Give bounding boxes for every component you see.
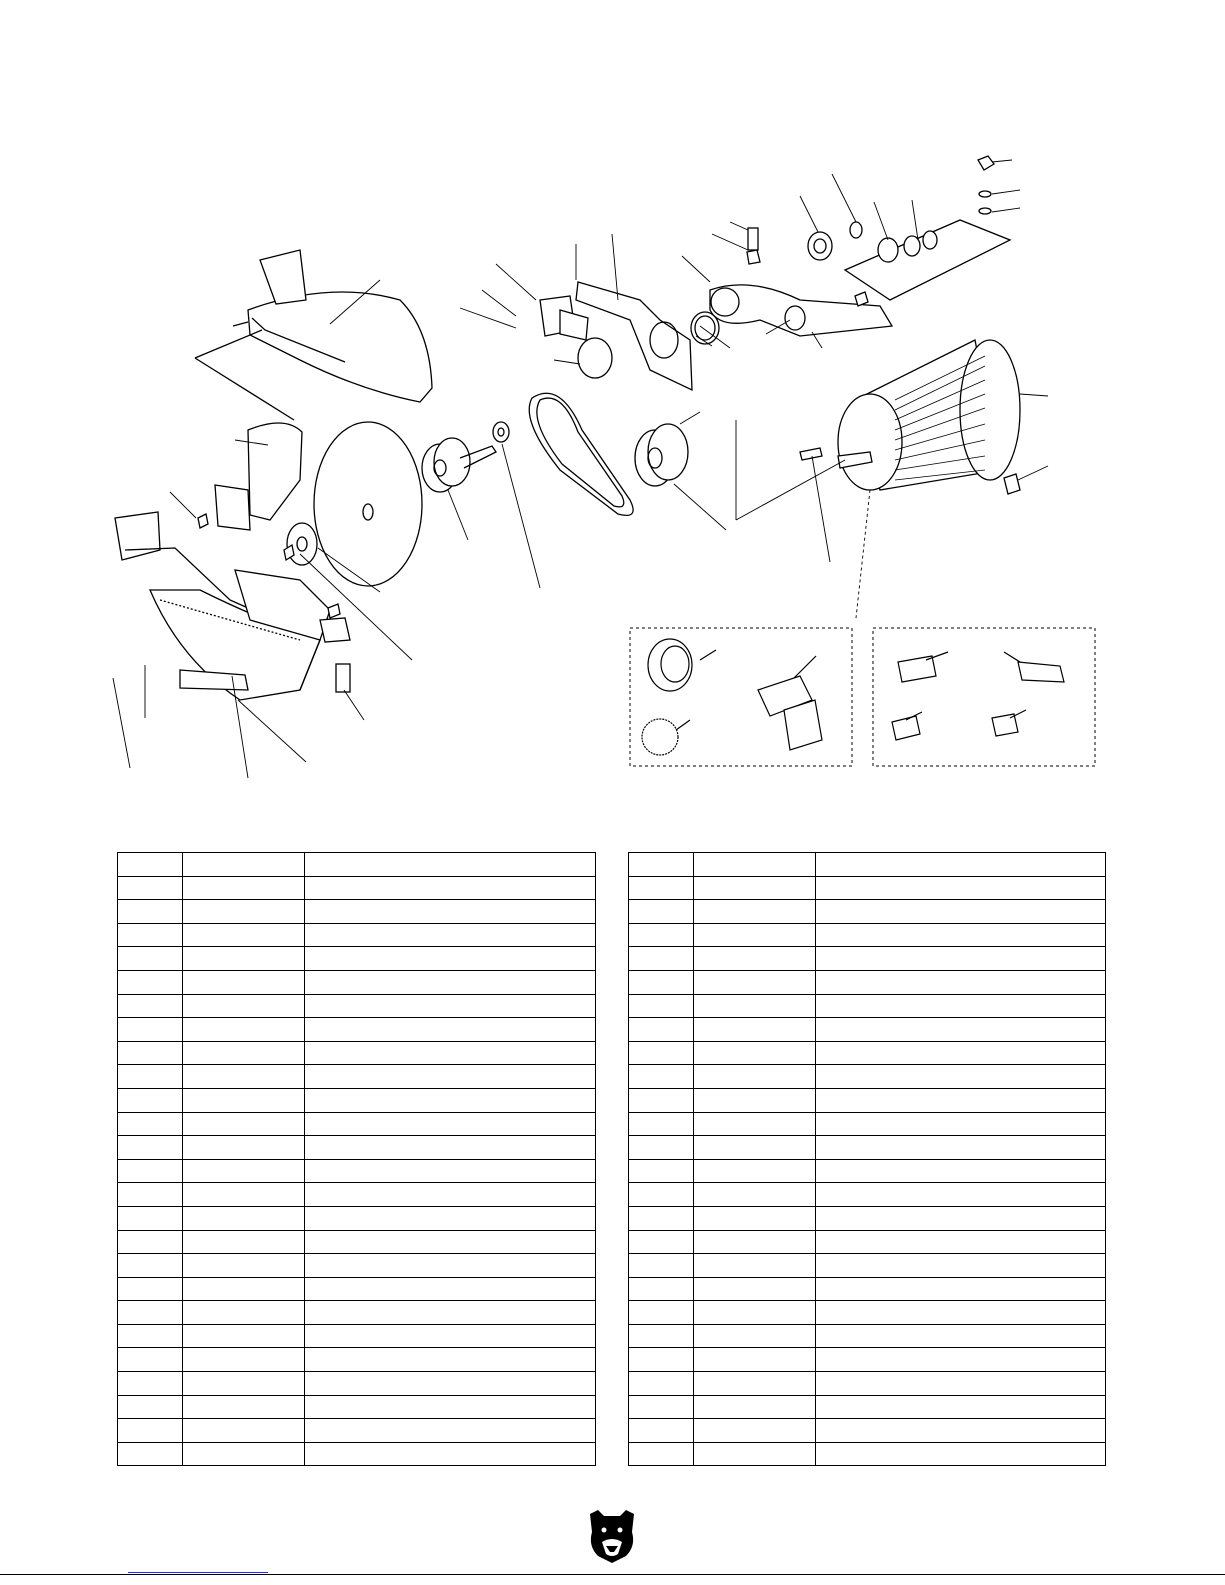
description-cell: [816, 1065, 1106, 1089]
ref-cell: [629, 1419, 694, 1443]
ref-cell: [629, 853, 694, 877]
description-cell: [816, 1254, 1106, 1278]
description-cell: [816, 1159, 1106, 1183]
table-row: [118, 1088, 596, 1112]
part-number-cell: [183, 1301, 305, 1325]
description-cell: [305, 1136, 596, 1160]
ref-cell: [629, 1442, 694, 1466]
ref-cell: [629, 1112, 694, 1136]
table-row: [118, 1419, 596, 1443]
part-number-cell: [183, 994, 305, 1018]
part-number-cell: [694, 1018, 816, 1042]
table-row: [118, 1065, 596, 1089]
table-row: [118, 1254, 596, 1278]
table-row: [629, 1372, 1106, 1396]
part-number-cell: [183, 1324, 305, 1348]
table-row: [629, 970, 1106, 994]
description-cell: [816, 1348, 1106, 1372]
ref-cell: [118, 1018, 183, 1042]
part-number-cell: [183, 1065, 305, 1089]
part-number-cell: [183, 1419, 305, 1443]
ref-cell: [629, 1372, 694, 1396]
table-row: [629, 1041, 1106, 1065]
part-number-cell: [694, 1442, 816, 1466]
ref-cell: [629, 970, 694, 994]
description-cell: [305, 1088, 596, 1112]
ref-cell: [118, 1419, 183, 1443]
ref-cell: [629, 994, 694, 1018]
description-cell: [305, 1419, 596, 1443]
bear-head-logo-icon: [584, 1506, 640, 1564]
ref-cell: [629, 1254, 694, 1278]
table-row: [629, 1348, 1106, 1372]
ref-cell: [629, 1088, 694, 1112]
table-row: [629, 876, 1106, 900]
part-number-cell: [694, 900, 816, 924]
table-row: [118, 1395, 596, 1419]
ref-cell: [118, 1348, 183, 1372]
description-cell: [816, 1136, 1106, 1160]
description-cell: [816, 1230, 1106, 1254]
electric-motor: [800, 340, 1020, 494]
ref-cell: [629, 923, 694, 947]
ref-cell: [118, 923, 183, 947]
table-row: [118, 994, 596, 1018]
ref-cell: [629, 876, 694, 900]
description-cell: [305, 853, 596, 877]
ref-cell: [629, 1277, 694, 1301]
table-row: [118, 1041, 596, 1065]
ref-cell: [629, 1018, 694, 1042]
ref-cell: [118, 876, 183, 900]
ref-cell: [118, 900, 183, 924]
description-cell: [816, 1088, 1106, 1112]
table-row: [629, 1159, 1106, 1183]
ref-cell: [629, 1206, 694, 1230]
table-row: [629, 853, 1106, 877]
ref-cell: [118, 947, 183, 971]
lower-guard-housing: [115, 423, 350, 700]
part-number-cell: [183, 970, 305, 994]
description-cell: [816, 1041, 1106, 1065]
description-cell: [816, 1442, 1106, 1466]
description-cell: [816, 923, 1106, 947]
table-row: [118, 1183, 596, 1207]
description-cell: [816, 1277, 1106, 1301]
part-number-cell: [694, 1324, 816, 1348]
ref-cell: [118, 1277, 183, 1301]
ref-cell: [118, 1136, 183, 1160]
part-number-cell: [183, 1206, 305, 1230]
table-row: [629, 1230, 1106, 1254]
table-row: [118, 1136, 596, 1160]
description-cell: [816, 970, 1106, 994]
footer-rule: [0, 1574, 1225, 1575]
part-number-cell: [694, 1419, 816, 1443]
part-number-cell: [183, 853, 305, 877]
description-cell: [816, 1372, 1106, 1396]
ref-cell: [629, 1159, 694, 1183]
table-row: [629, 1206, 1106, 1230]
table-row: [629, 1018, 1106, 1042]
description-cell: [816, 1018, 1106, 1042]
table-row: [118, 1324, 596, 1348]
part-number-cell: [183, 1348, 305, 1372]
inset-box-capacitors: [873, 628, 1095, 766]
part-number-cell: [183, 1277, 305, 1301]
ref-cell: [629, 1395, 694, 1419]
description-cell: [305, 1372, 596, 1396]
description-cell: [816, 853, 1106, 877]
part-number-cell: [183, 947, 305, 971]
table-row: [118, 1372, 596, 1396]
description-cell: [816, 1324, 1106, 1348]
part-number-cell: [694, 1348, 816, 1372]
part-number-cell: [183, 1112, 305, 1136]
ref-cell: [118, 1112, 183, 1136]
table-row: [118, 876, 596, 900]
description-cell: [816, 1183, 1106, 1207]
part-number-cell: [183, 1372, 305, 1396]
table-row: [118, 1301, 596, 1325]
ref-cell: [118, 1395, 183, 1419]
table-row: [629, 1065, 1106, 1089]
part-number-cell: [694, 994, 816, 1018]
table-row: [629, 1088, 1106, 1112]
mounting-brackets: [540, 282, 719, 390]
table-row: [629, 1442, 1106, 1466]
description-cell: [305, 994, 596, 1018]
description-cell: [305, 1018, 596, 1042]
ref-cell: [118, 1065, 183, 1089]
parts-table-right: [628, 852, 1106, 1466]
description-cell: [305, 1348, 596, 1372]
part-number-cell: [694, 1277, 816, 1301]
part-number-cell: [694, 876, 816, 900]
ref-cell: [118, 1254, 183, 1278]
part-number-cell: [694, 1183, 816, 1207]
description-cell: [816, 876, 1106, 900]
ref-cell: [629, 1136, 694, 1160]
footer-link[interactable]: [128, 1572, 268, 1573]
part-number-cell: [694, 1041, 816, 1065]
ref-cell: [629, 1041, 694, 1065]
description-cell: [305, 1442, 596, 1466]
part-number-cell: [694, 1206, 816, 1230]
part-number-cell: [694, 947, 816, 971]
motor-pulley: [635, 424, 688, 486]
description-cell: [305, 947, 596, 971]
ref-cell: [629, 1301, 694, 1325]
description-cell: [816, 1206, 1106, 1230]
ref-cell: [118, 1442, 183, 1466]
ref-cell: [118, 1372, 183, 1396]
description-cell: [305, 1254, 596, 1278]
table-row: [629, 923, 1106, 947]
description-cell: [305, 1183, 596, 1207]
table-row: [118, 1348, 596, 1372]
table-row: [629, 1324, 1106, 1348]
part-number-cell: [694, 923, 816, 947]
description-cell: [305, 1395, 596, 1419]
table-row: [118, 1442, 596, 1466]
part-number-cell: [183, 900, 305, 924]
table-row: [629, 947, 1106, 971]
description-cell: [305, 1277, 596, 1301]
ref-cell: [118, 1183, 183, 1207]
arbor-assembly: [422, 422, 509, 492]
table-row: [118, 853, 596, 877]
part-number-cell: [183, 1159, 305, 1183]
ref-cell: [629, 1230, 694, 1254]
description-cell: [816, 1112, 1106, 1136]
ref-cell: [629, 1324, 694, 1348]
description-cell: [816, 1419, 1106, 1443]
part-number-cell: [183, 1230, 305, 1254]
description-cell: [305, 1159, 596, 1183]
ref-cell: [118, 1041, 183, 1065]
table-row: [118, 1112, 596, 1136]
description-cell: [305, 1065, 596, 1089]
ref-cell: [629, 1183, 694, 1207]
description-cell: [305, 1206, 596, 1230]
part-number-cell: [183, 1254, 305, 1278]
part-number-cell: [694, 1301, 816, 1325]
part-number-cell: [694, 1159, 816, 1183]
description-cell: [816, 1395, 1106, 1419]
part-number-cell: [183, 1041, 305, 1065]
table-row: [629, 1419, 1106, 1443]
part-number-cell: [694, 1372, 816, 1396]
ref-cell: [629, 947, 694, 971]
table-row: [118, 1206, 596, 1230]
description-cell: [305, 1112, 596, 1136]
description-cell: [305, 923, 596, 947]
description-cell: [305, 900, 596, 924]
part-number-cell: [694, 1065, 816, 1089]
saw-blade: [314, 422, 422, 586]
table-row: [629, 1254, 1106, 1278]
table-row: [118, 1230, 596, 1254]
part-number-cell: [694, 1136, 816, 1160]
table-row: [629, 1277, 1106, 1301]
part-number-cell: [183, 923, 305, 947]
ref-cell: [629, 900, 694, 924]
description-cell: [305, 1041, 596, 1065]
part-number-cell: [694, 1230, 816, 1254]
part-number-cell: [694, 1088, 816, 1112]
ref-cell: [118, 994, 183, 1018]
description-cell: [816, 1301, 1106, 1325]
ref-cell: [118, 1301, 183, 1325]
table-row: [118, 923, 596, 947]
ref-cell: [629, 1348, 694, 1372]
ref-cell: [118, 970, 183, 994]
table-row: [118, 900, 596, 924]
part-number-cell: [694, 970, 816, 994]
table-row: [118, 1277, 596, 1301]
description-cell: [305, 1301, 596, 1325]
table-row: [118, 1159, 596, 1183]
ref-cell: [118, 1088, 183, 1112]
table-row: [629, 900, 1106, 924]
table-row: [629, 1395, 1106, 1419]
table-row: [118, 947, 596, 971]
part-number-cell: [694, 1112, 816, 1136]
ref-cell: [118, 853, 183, 877]
part-number-cell: [183, 1183, 305, 1207]
description-cell: [305, 1324, 596, 1348]
parts-table-left: [117, 852, 596, 1466]
part-number-cell: [694, 853, 816, 877]
ref-cell: [118, 1159, 183, 1183]
table-row: [629, 1136, 1106, 1160]
part-number-cell: [694, 1395, 816, 1419]
upper-blade-guard: [195, 250, 432, 420]
description-cell: [816, 994, 1106, 1018]
table-row: [118, 1018, 596, 1042]
part-number-cell: [183, 1136, 305, 1160]
part-number-cell: [694, 1254, 816, 1278]
table-row: [629, 1112, 1106, 1136]
ref-cell: [118, 1230, 183, 1254]
part-number-cell: [183, 1442, 305, 1466]
description-cell: [305, 1230, 596, 1254]
description-cell: [816, 900, 1106, 924]
table-row: [629, 1301, 1106, 1325]
description-cell: [305, 970, 596, 994]
motor-mounting-plate: [845, 156, 1010, 306]
part-number-cell: [183, 1395, 305, 1419]
part-number-cell: [183, 1088, 305, 1112]
description-cell: [816, 947, 1106, 971]
part-number-cell: [183, 876, 305, 900]
part-number-cell: [183, 1018, 305, 1042]
table-row: [118, 970, 596, 994]
description-cell: [305, 876, 596, 900]
ref-cell: [118, 1324, 183, 1348]
drive-belt: [529, 393, 633, 515]
ref-cell: [629, 1065, 694, 1089]
ref-cell: [118, 1206, 183, 1230]
table-row: [629, 994, 1106, 1018]
table-row: [629, 1183, 1106, 1207]
